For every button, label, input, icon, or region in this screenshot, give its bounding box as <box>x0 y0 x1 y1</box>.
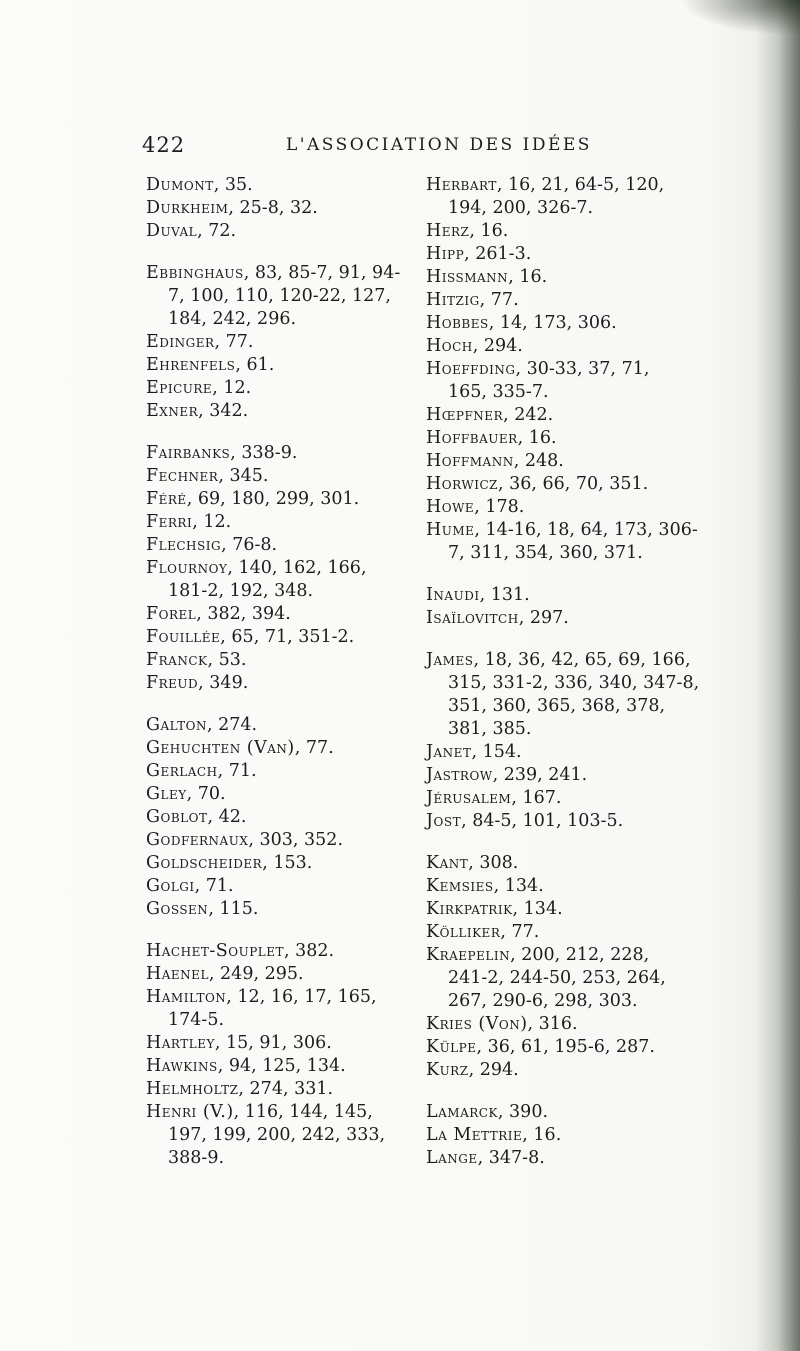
index-entry-name: Hartley <box>146 1033 215 1053</box>
index-entry-name: Fouillée <box>146 627 221 647</box>
index-entry <box>146 1032 416 1055</box>
index-entry-name: Horwicz <box>426 474 498 494</box>
index-entry <box>426 764 702 787</box>
index-entry <box>426 496 702 519</box>
index-entry-name: Duval <box>146 221 198 241</box>
index-entry-name: La Mettrie <box>426 1125 523 1145</box>
index-entry-name: Lange <box>426 1148 478 1168</box>
index-entry <box>426 220 702 243</box>
page-number: 422 <box>142 133 186 157</box>
index-entry-page-refs: , 12. <box>212 378 252 398</box>
index-entry-page-refs: , 65, 71, 351-2. <box>220 627 355 647</box>
index-entry <box>146 852 416 875</box>
index-entry-name: Hipp <box>426 244 465 264</box>
index-entry-page-refs: , 382, 394. <box>196 604 291 624</box>
index-entry-page-refs: , 249, 295. <box>208 964 304 984</box>
index-entry-page-refs: , 71. <box>217 761 257 781</box>
index-entry-name: Hœpfner <box>426 405 504 425</box>
index-entry <box>426 1147 702 1170</box>
index-entry-name: Kries (Von) <box>426 1014 528 1034</box>
index-entry-name: Godfernaux <box>146 830 249 850</box>
index-column-right <box>426 174 702 1170</box>
index-entry <box>426 358 702 404</box>
index-entry-page-refs: , 178. <box>474 497 525 517</box>
index-entry <box>426 335 702 358</box>
index-entry <box>426 1036 702 1059</box>
index-entry-page-refs: , 248. <box>513 451 564 471</box>
index-entry-page-refs: , 14, 173, 306. <box>488 313 617 333</box>
index-entry-name: Forel <box>146 604 197 624</box>
index-entry <box>146 174 416 197</box>
index-entry-page-refs: , 18, 36, 42, 65, 69, 166, <box>473 650 691 670</box>
index-entry-page-refs: 174-5. <box>168 1010 225 1030</box>
index-entry-name: Flechsig <box>146 535 222 555</box>
index-entry-name: Féré <box>146 489 187 509</box>
index-entry-name: Golgi <box>146 876 195 896</box>
index-entry-page-refs: 388-9. <box>168 1148 225 1168</box>
index-entry-name: Jérusalem <box>426 788 512 808</box>
index-entry-page-refs: 165, 335-7. <box>448 382 549 402</box>
index-entry <box>146 760 416 783</box>
index-entry <box>146 331 416 354</box>
index-entry-name: Howe <box>426 497 475 517</box>
index-entry-name: Kurz <box>426 1060 469 1080</box>
index-entry <box>426 810 702 833</box>
index-entry-name: Isaïlovitch <box>426 608 519 628</box>
index-entry <box>426 312 702 335</box>
index-entry <box>146 963 416 986</box>
index-entry-page-refs: , 242. <box>503 405 554 425</box>
index-entry-page-refs: , 294. <box>468 1060 519 1080</box>
index-entry-name: Goldscheider <box>146 853 263 873</box>
running-title: L'ASSOCIATION DES IDÉES <box>286 135 592 155</box>
index-entry-page-refs: , 153. <box>262 853 313 873</box>
index-entry-page-refs: , 342. <box>198 401 249 421</box>
index-entry-page-refs: , 72. <box>197 221 237 241</box>
index-entry-name: Dumont <box>146 175 214 195</box>
index-entry-name: Kant <box>426 853 469 873</box>
index-entry-page-refs: , 16. <box>508 267 548 287</box>
letter-group-gap <box>146 921 416 940</box>
index-entry-page-refs: , 70. <box>186 784 226 804</box>
index-entry-name: Jastrow <box>426 765 493 785</box>
index-entry-name: Ebbinghaus <box>146 263 244 283</box>
index-entry <box>146 534 416 557</box>
index-entry-page-refs: , 303, 352. <box>248 830 344 850</box>
index-entry-page-refs: , 261-3. <box>464 244 532 264</box>
index-entry <box>146 377 416 400</box>
index-entry-name: Hitzig <box>426 290 480 310</box>
index-entry <box>426 649 702 741</box>
index-entry <box>426 898 702 921</box>
index-entry <box>146 829 416 852</box>
index-entry-name: Hoffbauer <box>426 428 518 448</box>
index-entry-page-refs: , 338-9. <box>230 443 298 463</box>
index-entry-page-refs: , 294. <box>472 336 523 356</box>
index-entry-page-refs: 184, 242, 296. <box>168 309 297 329</box>
index-entry-page-refs: , 14-16, 18, 64, 173, 306- <box>474 520 698 540</box>
letter-group-gap <box>426 833 702 852</box>
index-entry <box>426 266 702 289</box>
index-entry-name: Gerlach <box>146 761 218 781</box>
index-entry <box>146 400 416 423</box>
index-entry-name: Hobbes <box>426 313 489 333</box>
index-entry-page-refs: , 15, 91, 306. <box>214 1033 332 1053</box>
index-entry-name: Kraepelin <box>426 945 511 965</box>
index-entry-page-refs: , 12, 16, 17, 165, <box>226 987 377 1007</box>
index-entry-page-refs: , 25-8, 32. <box>228 198 318 218</box>
index-entry-page-refs: , 42. <box>207 807 247 827</box>
page-corner-wear <box>680 0 800 36</box>
index-entry <box>146 672 416 695</box>
index-entry-name: Henri (V.) <box>146 1102 234 1122</box>
index-entry-page-refs: , 131. <box>479 585 530 605</box>
index-entry-page-refs: , 140, 162, 166, <box>227 558 367 578</box>
index-entry-page-refs: , 77. <box>214 332 254 352</box>
index-entry-page-refs: , 200, 212, 228, <box>510 945 650 965</box>
index-entry-page-refs: , 53. <box>207 650 247 670</box>
index-entry-name: Epicure <box>146 378 213 398</box>
index-entry <box>426 1013 702 1036</box>
letter-group-gap <box>426 565 702 584</box>
index-entry <box>146 737 416 760</box>
index-entry-page-refs: , 77. <box>479 290 519 310</box>
index-entry-name: Galton <box>146 715 207 735</box>
index-entry <box>146 511 416 534</box>
index-entry-name: Hoeffding <box>426 359 516 379</box>
index-entry-name: Herz <box>426 221 470 241</box>
index-entry-page-refs: , 167. <box>511 788 562 808</box>
index-entry-page-refs: , 36, 61, 195-6, 287. <box>476 1037 655 1057</box>
index-entry-name: Fairbanks <box>146 443 231 463</box>
index-entry-page-refs: , 16, 21, 64-5, 120, <box>496 175 665 195</box>
index-entry <box>146 197 416 220</box>
index-entry <box>426 1101 702 1124</box>
index-entry-name: Gley <box>146 784 187 804</box>
index-entry-page-refs: 351, 360, 365, 368, 378, <box>448 696 666 716</box>
index-entry <box>426 787 702 810</box>
index-entry-page-refs: , 16. <box>522 1125 562 1145</box>
index-entry-name: Kirkpatrik <box>426 899 513 919</box>
index-entry-page-refs: 7, 100, 110, 120-22, 127, <box>168 286 391 306</box>
letter-group-gap <box>426 1082 702 1101</box>
index-entry-name: Hoch <box>426 336 473 356</box>
index-entry <box>426 741 702 764</box>
index-entry-page-refs: , 69, 180, 299, 301. <box>186 489 360 509</box>
index-entry-page-refs: , 35. <box>213 175 253 195</box>
index-entry <box>146 714 416 737</box>
index-entry <box>426 404 702 427</box>
index-entry <box>426 875 702 898</box>
index-entry <box>426 852 702 875</box>
letter-group-gap <box>146 243 416 262</box>
index-entry <box>426 289 702 312</box>
index-entry <box>426 921 702 944</box>
index-entry-page-refs: , 61. <box>235 355 275 375</box>
page-edge-shadow <box>756 0 800 1351</box>
index-entry-page-refs: 267, 290-6, 298, 303. <box>448 991 638 1011</box>
index-entry-page-refs: , 345. <box>218 466 269 486</box>
index-entry-name: Kemsies <box>426 876 494 896</box>
index-entry <box>146 262 416 331</box>
index-entry-page-refs: 381, 385. <box>448 719 532 739</box>
index-entry <box>146 898 416 921</box>
index-entry-name: Herbart <box>426 175 497 195</box>
index-entry-page-refs: , 116, 144, 145, <box>233 1102 373 1122</box>
index-entry-page-refs: , 83, 85-7, 91, 94- <box>243 263 401 283</box>
index-column-left <box>146 174 416 1170</box>
index-entry <box>146 626 416 649</box>
index-entry <box>426 584 702 607</box>
index-entry-name: Jost <box>426 811 462 831</box>
letter-group-gap <box>146 423 416 442</box>
index-entry <box>146 354 416 377</box>
index-entry <box>426 944 702 1013</box>
index-entry <box>426 1124 702 1147</box>
index-entry-page-refs: , 316. <box>527 1014 578 1034</box>
index-entry-page-refs: , 71. <box>194 876 234 896</box>
index-entry <box>146 940 416 963</box>
index-entry <box>426 607 702 630</box>
letter-group-gap <box>146 695 416 714</box>
index-entry-page-refs: , 349. <box>198 673 249 693</box>
index-entry <box>426 450 702 473</box>
index-entry-name: Inaudi <box>426 585 480 605</box>
index-entry-page-refs: , 36, 66, 70, 351. <box>497 474 649 494</box>
index-entry-page-refs: , 154. <box>471 742 522 762</box>
index-entry-page-refs: , 16. <box>469 221 509 241</box>
index-entry-name: Kölliker <box>426 922 501 942</box>
index-entry-name: Durkheim <box>146 198 229 218</box>
index-entry <box>426 427 702 450</box>
index-entry-page-refs: 7, 311, 354, 360, 371. <box>448 543 643 563</box>
index-entry-name: Goblot <box>146 807 208 827</box>
index-entry-page-refs: 241-2, 244-50, 253, 264, <box>448 968 666 988</box>
index-entry <box>146 806 416 829</box>
index-entry-name: Gossen <box>146 899 209 919</box>
index-entry-name: Hachet-Souplet <box>146 941 284 961</box>
index-entry-page-refs: , 274. <box>206 715 258 735</box>
index-entry-name: Fechner <box>146 466 219 486</box>
index-entry <box>146 1101 416 1170</box>
index-entry-name: Flournoy <box>146 558 228 578</box>
index-entry <box>146 649 416 672</box>
page-header <box>142 133 682 163</box>
index-entry-page-refs: , 12. <box>192 512 232 532</box>
letter-group-gap <box>426 630 702 649</box>
index-entry <box>146 1055 416 1078</box>
index-entry-name: Hamilton <box>146 987 227 1007</box>
index-entry-page-refs: , 297. <box>518 608 569 628</box>
index-entry-page-refs: , 308. <box>468 853 519 873</box>
index-entry-name: Freud <box>146 673 199 693</box>
index-entry-name: Hume <box>426 520 475 540</box>
index-entry <box>146 557 416 603</box>
index-entry-page-refs: , 134. <box>512 899 563 919</box>
index-entry-name: Edinger <box>146 332 215 352</box>
index-entry <box>146 783 416 806</box>
index-entry-page-refs: , 115. <box>208 899 259 919</box>
index-entry-page-refs: , 347-8. <box>477 1148 545 1168</box>
index-entry <box>146 220 416 243</box>
index-entry-name: Haenel <box>146 964 209 984</box>
index-entry-page-refs: , 16. <box>517 428 557 448</box>
index-entry-name: Gehuchten (Van) <box>146 738 295 758</box>
index-entry <box>146 442 416 465</box>
index-entry <box>426 1059 702 1082</box>
index-entry-page-refs: 181-2, 192, 348. <box>168 581 314 601</box>
index-entry <box>146 465 416 488</box>
index-entry-page-refs: 315, 331-2, 336, 340, 347-8, <box>448 673 700 693</box>
index-entry-page-refs: , 134. <box>493 876 544 896</box>
index-entry <box>426 519 702 565</box>
index-entry-page-refs: , 274, 331. <box>238 1079 334 1099</box>
index-entry-page-refs: , 76-8. <box>221 535 278 555</box>
index-entry-page-refs: , 239, 241. <box>492 765 588 785</box>
index-entry <box>146 488 416 511</box>
index-entry <box>426 243 702 266</box>
index-entry-page-refs: , 77. <box>294 738 334 758</box>
index-entry-name: James <box>426 650 474 670</box>
index-entry-page-refs: , 84-5, 101, 103-5. <box>461 811 624 831</box>
index-entry <box>426 174 702 220</box>
index-entry <box>146 875 416 898</box>
index-entry-name: Külpe <box>426 1037 477 1057</box>
index-entry-name: Exner <box>146 401 199 421</box>
index-entry <box>146 986 416 1032</box>
index-entry-page-refs: , 77. <box>500 922 540 942</box>
index-entry-page-refs: , 30-33, 37, 71, <box>515 359 650 379</box>
index-entry-name: Ehrenfels <box>146 355 236 375</box>
index-entry-name: Janet <box>426 742 472 762</box>
index-entry <box>146 1078 416 1101</box>
index-entry-name: Lamarck <box>426 1102 498 1122</box>
index-entry-page-refs: , 94, 125, 134. <box>217 1056 346 1076</box>
index-entry-page-refs: 197, 199, 200, 242, 333, <box>168 1125 386 1145</box>
index-entry-page-refs: 194, 200, 326-7. <box>448 198 594 218</box>
index-entry-name: Franck <box>146 650 208 670</box>
index-entry <box>426 473 702 496</box>
index-entry-name: Hawkins <box>146 1056 218 1076</box>
index-entry-name: Hoffmann <box>426 451 514 471</box>
index-entry <box>146 603 416 626</box>
index-entry-name: Helmholtz <box>146 1079 239 1099</box>
index-entry-name: Ferri <box>146 512 193 532</box>
index-entry-page-refs: , 390. <box>497 1102 549 1122</box>
index-entry-page-refs: , 382. <box>284 941 335 961</box>
index-entry-name: Hissmann <box>426 267 509 287</box>
